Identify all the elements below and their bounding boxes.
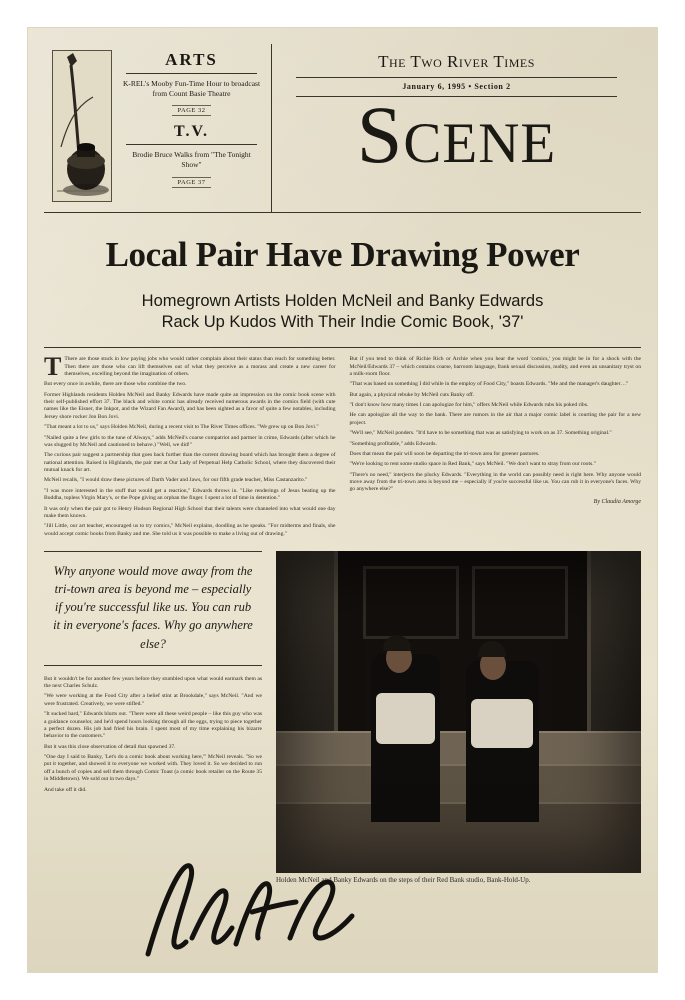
masthead-left-teasers xyxy=(44,44,272,212)
tv-teaser-pageref[interactable]: PAGE 37 xyxy=(172,177,210,188)
masthead-right xyxy=(272,44,641,212)
paragraph: "We're looking to rent some studio space in Red Bank," says McNeil. "We don't want to stray from our roots." xyxy=(349,461,596,468)
paragraph: McNeil recalls, "I would draw these pictures of Darth Vader and Jaws, for our fifth grade teacher, Miss Castanzarito." xyxy=(44,477,308,484)
inkwell-illustration-column xyxy=(44,44,116,212)
masthead xyxy=(44,44,641,213)
article-subhead xyxy=(84,291,601,333)
paragraph: "It sucked hard," Edwards blurts out. "There were all these weird people – like this guy who was a guidance counselor, and he'd spend hours looking through all the eggs, trying to piece together a perfect dozen. His job had fried his brain. I spent most of my time explaining his bizarre behavior to the customers." xyxy=(44,711,262,740)
divider xyxy=(296,77,617,78)
teaser-column xyxy=(116,44,267,212)
drop-cap: T xyxy=(44,352,62,382)
paragraph: But again, a physical rebuke by McNeil cuts Banky off. xyxy=(349,391,475,398)
paragraph: Does that mean the pair will soon be departing the tri-town area for greener pastures. xyxy=(349,450,540,457)
paragraph: But every once in awhile, there are those who combine the two. xyxy=(44,381,187,388)
newspaper-title: The Two River Times xyxy=(378,52,535,71)
divider xyxy=(126,144,257,145)
article-headline: Local Pair Have Drawing Power xyxy=(105,235,580,274)
issue-date-line: January 6, 1995 • Section 2 xyxy=(402,82,511,91)
divider xyxy=(44,347,641,348)
pullquote-and-continuation xyxy=(44,551,262,884)
paragraph: But it wouldn't be for another few years before they stumbled upon what would earmark them as the next Charles Schulz. xyxy=(44,675,262,690)
paragraph: "We were working at the Food City after a belief stint at Brookdale," says McNeil. "And we were frustrated. Creatively, we were stifled." xyxy=(44,693,262,707)
photo-vignette xyxy=(276,551,641,873)
paragraph: "I don't know how many times I can apologize for him," offers McNeil while Edwards rubs his poked ribs. xyxy=(349,402,589,409)
newspaper-page xyxy=(28,28,657,972)
article-byline: By Claudia Amorge xyxy=(593,498,641,505)
paragraph: "Something profitable," adds Edwards. xyxy=(349,440,437,447)
paragraph: But it was this close observation of detail that spawned 37. xyxy=(44,743,176,750)
paragraph: It was only when the pair got to Henry Hudson Regional High School that their talents were channeled into what would one day make them known. xyxy=(44,505,336,519)
paragraph: He can apologize all the way to the bank. There are rumors in the air that a major comic label is courting the pair for a new project. xyxy=(349,412,641,426)
tv-teaser-title: T.V. xyxy=(174,123,209,141)
article-continuation-column xyxy=(44,676,262,794)
tv-teaser-blurb: Brodie Bruce Walks from "The Tonight Show" xyxy=(132,150,251,170)
arts-teaser-pageref[interactable]: PAGE 32 xyxy=(172,105,210,116)
paragraph: "That meant a lot to us," says Holden McNeil, during a recent visit to The River Times offices. "We grew up on Bon Jovi." xyxy=(44,424,319,431)
paragraph: "One day I said to Banky, 'Let's do a comic book about working here,'" McNeil reveals. "So we put it together, and showed it to everyone we worked with. They loved it. So we decided to run off a bunch of copies and sell them through Comic Toast (a comic book retailer on the Route 35 in Middletown). We sold out in two days." xyxy=(44,754,262,783)
article-column-left xyxy=(44,352,336,541)
inkwell-and-quill-icon xyxy=(53,51,111,201)
inkwell-frame xyxy=(52,50,112,202)
paragraph xyxy=(44,352,336,382)
paragraph: But if you tend to think of Richie Rich or Archie when you hear the word 'comics,' you might be in for a shock with the McNeil/Edwards 37 – which contains coarse, barroom language, frank sexual discussion, nudity, and even an unsanitary tryst on a milk-room floor. xyxy=(349,356,641,377)
paragraph: Former Highlands residents Holden McNeil and Banky Edwards have made quite an impression on the comic book scene with their self-published effort 37. The black and white comic has already received numerous awards in the comics field (with cute names like the Eisner, the Inkpot, and the Wizard Fan Award), and has been sighted as a favor of quite a few notables, including Jersey shore rocker Jon Bon Jovi. xyxy=(44,391,336,420)
subhead-line-1: Homegrown Artists Holden McNeil and Banky Edwards xyxy=(141,292,544,310)
paragraph: And take off it did. xyxy=(44,786,87,793)
article-photo xyxy=(276,551,641,873)
paragraph: "We'll see," McNeil ponders. "It'd have to be something that was as satisfying to work on as 37. Something original." xyxy=(349,430,612,437)
subhead-line-2: Rack Up Kudos With Their Indie Comic Book, '37' xyxy=(161,313,524,332)
pull-quote: Why anyone would move away from the tri-town area is beyond me – especially if you're successful like us. You can rub it in everyone's faces. Why go anywhere else? xyxy=(44,551,262,666)
arts-teaser-title: ARTS xyxy=(165,50,218,69)
article-lower-section xyxy=(44,551,641,884)
divider xyxy=(126,73,257,74)
article-top-columns xyxy=(44,352,641,541)
article-column-right xyxy=(350,356,642,541)
arts-teaser-blurb: K-REL's Mooby Fun-Time Hour to broadcast from Count Basie Theatre xyxy=(122,79,261,99)
section-title: Scene xyxy=(356,89,557,180)
photo-block xyxy=(276,551,641,884)
paragraph: "I was more interested in the stuff that would get a reaction," Edwards throws in. "Like renderings of Jesus beating up the Buddha, topless Virgin Mary's, or the Pope giving an orphan the finger. I spent a lot of time in detention." xyxy=(44,487,336,502)
paragraph: "That was based on something I did while in the employ of Food City," boasts Edwards. "Me and the manager's daughter…" xyxy=(349,381,629,388)
page-inner xyxy=(44,44,641,958)
paragraph: "There's no need," interjects the plucky Edwards. "Everything in the world can possibly need is right here. Why anyone would move away from the tri-town area is beyond me – especially if you're successful like us. You can rub it in everyone's faces. Why go anywhere else?" xyxy=(349,471,641,493)
paragraph: The curious pair suggest a partnership that goes back further than the current drawing board which has brought them a degree of national attention. Raised in Highlands, the pair met at Our Lady of Perpetual Help Catholic School, where they discovered their mutual knack for art. xyxy=(44,452,336,474)
paragraph-text: There are those stuck in low paying jobs who would rather complain about their status than reach for something better. Then there are those who can lift themselves out of what they perceive as a morass and create a new career for themselves, excelling beyond the imagination of others. xyxy=(64,356,336,377)
paragraph: "Nailed quite a few girls to the tune of Always," adds McNeil's coarse compatriot and partner in crime, Edwards (after which he was slugged by McNeil and cautioned to behave.) "Well, we did!" xyxy=(44,434,336,448)
photo-caption: Holden McNeil and Banky Edwards on the steps of their Red Bank studio, Bank-Hold-Up. xyxy=(276,876,531,885)
paragraph: "Jill Little, our art teacher, encouraged us to try comics," McNeil explains, doodling as he speaks. "For midterms and finals, she would accept comic books from Banky and me. She told us it was possible to make a living out of drawing." xyxy=(44,523,336,537)
